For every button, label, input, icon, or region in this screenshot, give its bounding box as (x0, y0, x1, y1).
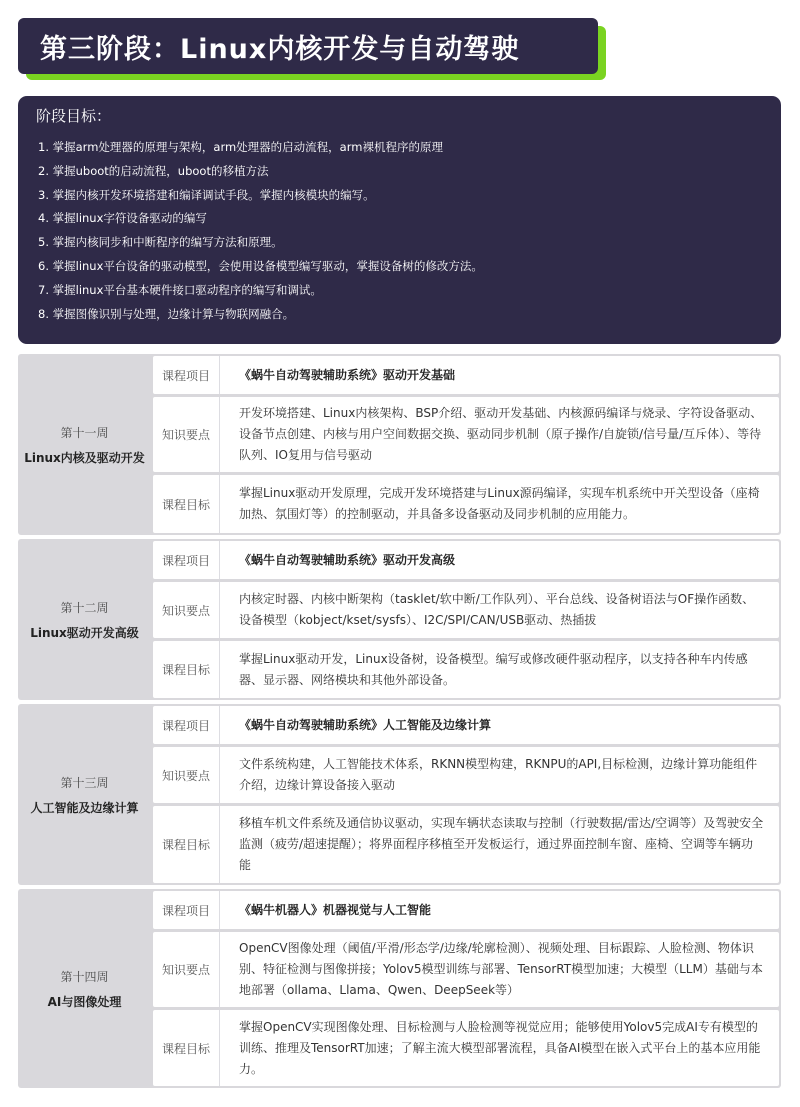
row-points (153, 932, 779, 1007)
row-project (153, 706, 779, 744)
week-title: AI与图像处理 (47, 994, 122, 1009)
row-value: 掌握Linux驱动开发原理，完成开发环境搭建与Linux源码编译，实现车机系统中开关型设备（座椅加热、氛围灯等）的控制驱动，并具备多设备驱动及同步机制的应用能力。 (239, 486, 760, 521)
row-value: 内核定时器、内核中断架构（tasklet/软中断/工作队列）、平台总线、设备树语法与OF操作函数、设备模型（kobject/kset/sysfs）、I2C/SPI/CAN/USB驱动、热插拔 (239, 592, 755, 627)
week-number: 第十二周 (60, 600, 109, 615)
week-block-12 (18, 539, 781, 700)
goals-title: 阶段目标： (36, 107, 112, 125)
week-label (18, 704, 151, 885)
row-goal (153, 641, 779, 698)
goal-item: 3. 掌握内核开发环境搭建和编译调试手段。掌握内核模块的编写。 (38, 187, 375, 202)
banner-box (18, 18, 598, 74)
week-title: Linux内核及驱动开发 (24, 450, 145, 465)
week-block-14 (18, 889, 781, 1088)
goal-item: 7. 掌握linux平台基本硬件接口驱动程序的编写和调试。 (38, 282, 322, 297)
row-value: 移植车机文件系统及通信协议驱动，实现车辆状态读取与控制（行驶数据/雷达/空调等）及驾驶安全监测（疲劳/超速提醒）；将界面程序移植至开发板运行，通过界面控制车窗、座椅、空调等车辆功能 (239, 816, 764, 872)
row-value: 《蜗牛自动驾驶辅助系统》人工智能及边缘计算 (239, 717, 492, 732)
row-key: 知识要点 (153, 397, 220, 472)
row-value: 《蜗牛自动驾驶辅助系统》驱动开发高级 (239, 552, 456, 567)
row-project (153, 891, 779, 929)
row-key: 课程项目 (153, 706, 220, 744)
row-goal (153, 475, 779, 533)
goal-item: 5. 掌握内核同步和中断程序的编写方法和原理。 (38, 235, 283, 250)
week-number: 第十三周 (60, 775, 109, 790)
week-label (18, 889, 151, 1088)
row-key: 课程项目 (153, 891, 220, 929)
row-project (153, 541, 779, 579)
row-goal (153, 1010, 779, 1086)
row-key: 课程项目 (153, 356, 220, 394)
goal-item: 8. 掌握图像识别与处理，边缘计算与物联网融合。 (38, 306, 295, 321)
row-value: 掌握Linux驱动开发，Linux设备树，设备模型。编写或修改硬件驱动程序，以支持各种车内传感器、显示器、网络模块和其他外部设备。 (239, 651, 748, 687)
goal-item: 4. 掌握linux字符设备驱动的编写 (38, 211, 207, 226)
stage-goals-panel (18, 96, 781, 344)
row-key: 知识要点 (153, 582, 220, 638)
week-number: 第十四周 (60, 969, 109, 984)
row-points (153, 747, 779, 803)
row-value: OpenCV图像处理（阈值/平滑/形态学/边缘/轮廓检测）、视频处理、目标跟踪、人脸检测、物体识别、特征检测与图像拼接；Yolov5模型训练与部署、TensorRT模型加速；大模型（LLM）基础与本地部署（ollama、Llama、Qwen、DeepSeek等） (239, 941, 763, 997)
row-key: 知识要点 (153, 932, 220, 1007)
row-key: 知识要点 (153, 747, 220, 803)
week-number: 第十一周 (60, 425, 109, 440)
row-key: 课程目标 (153, 641, 220, 698)
week-block-11 (18, 354, 781, 535)
row-project (153, 356, 779, 394)
row-key: 课程目标 (153, 806, 220, 883)
week-title: 人工智能及边缘计算 (30, 800, 139, 815)
row-key: 课程项目 (153, 541, 220, 579)
row-points (153, 397, 779, 472)
row-value: 《蜗牛自动驾驶辅助系统》驱动开发基础 (239, 367, 456, 382)
stage-banner (18, 18, 608, 80)
goals-list (38, 140, 483, 330)
week-block-13 (18, 704, 781, 885)
goal-item: 1. 掌握arm处理器的原理与架构，arm处理器的启动流程，arm裸机程序的原理 (38, 140, 443, 154)
goal-item: 6. 掌握linux平台设备的驱动模型，会使用设备模型编写驱动，掌握设备树的修改方法。 (38, 258, 483, 273)
row-points (153, 582, 779, 638)
row-value: 开发环境搭建、Linux内核架构、BSP介绍、驱动开发基础、内核源码编译与烧录、字符设备驱动、设备节点创建、内核与用户空间数据交换、驱动同步机制（原子操作/自旋锁/信号量/互斥体）、等待队列、IO复用与信号驱动 (239, 406, 763, 462)
week-label (18, 539, 151, 700)
week-label (18, 354, 151, 535)
row-value: 《蜗牛机器人》机器视觉与人工智能 (239, 902, 432, 917)
week-title: Linux驱动开发高级 (30, 625, 139, 640)
page-title: 第三阶段：Linux内核开发与自动驾驶 (40, 33, 520, 65)
row-goal (153, 806, 779, 883)
row-value: 掌握OpenCV实现图像处理、目标检测与人脸检测等视觉应用；能够使用Yolov5完成AI专有模型的训练、推理及TensorRT加速；了解主流大模型部署流程，具备AI模型在嵌入式平台上的基本应用能力。 (239, 1019, 761, 1076)
row-key: 课程目标 (153, 475, 220, 533)
row-key: 课程目标 (153, 1010, 220, 1086)
row-value: 文件系统构建，人工智能技术体系，RKNN模型构建，RKNPU的API,目标检测，边缘计算功能组件介绍，边缘计算设备接入驱动 (239, 757, 758, 792)
goal-item: 2. 掌握uboot的启动流程，uboot的移植方法 (38, 163, 269, 178)
